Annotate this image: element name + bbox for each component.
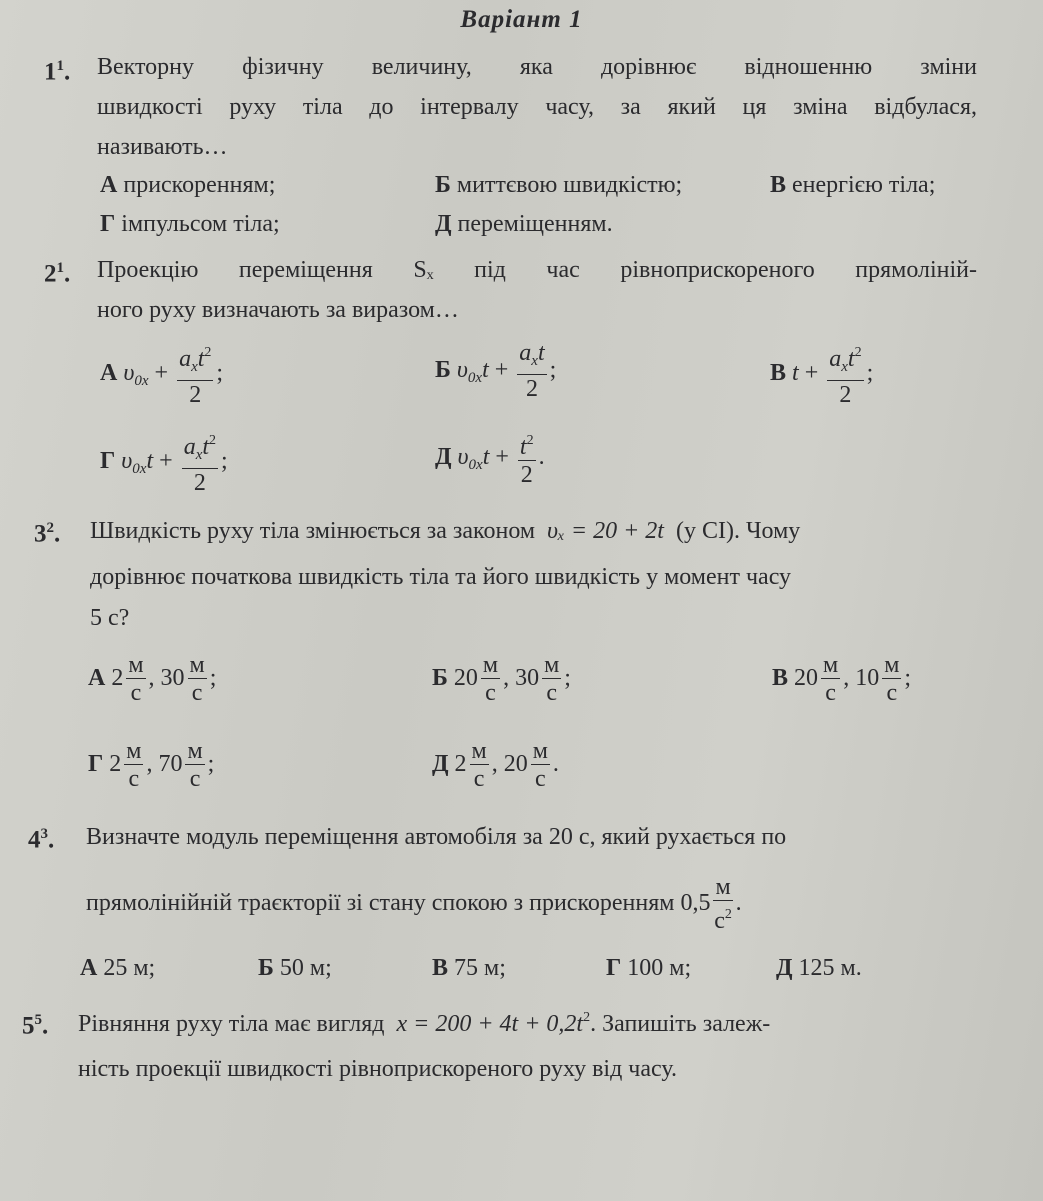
- question-5-line-2: ність проекції швидкості рівноприскореного руху від часу.: [78, 1056, 677, 1082]
- question-4-option-b[interactable]: Б 50 м;: [258, 955, 332, 981]
- question-4-option-c[interactable]: В 75 м;: [432, 955, 506, 981]
- question-1-line-1: Векторну фізичну величину, яка дорівнює відношенню зміни: [97, 54, 977, 80]
- fraction: $\frac{a_xt}{2}$: [519, 340, 545, 402]
- unit-fraction: $\frac{м}{с}$: [187, 738, 203, 792]
- question-3-option-c[interactable]: В 20 $\frac{м}{с}$ , 10 $\frac{м}{с}$ ;: [772, 652, 912, 706]
- unit-fraction: $\frac{м}{с}$: [532, 738, 548, 792]
- question-4-option-e[interactable]: Д 125 м.: [776, 955, 862, 981]
- question-3-option-e[interactable]: Д 2 $\frac{м}{с}$ , 20 $\frac{м}{с}$ .: [432, 738, 559, 792]
- unit-fraction: $\frac{м}{с}$: [189, 652, 205, 706]
- fraction: $\frac{t^2}{2}$: [518, 428, 536, 489]
- question-3-option-a[interactable]: А 2 $\frac{м}{с}$ , 30 $\frac{м}{с}$ ;: [88, 652, 217, 706]
- unit-fraction: $\frac{м}{с}$: [128, 652, 144, 706]
- question-4-option-a[interactable]: А 25 м;: [80, 955, 156, 981]
- question-2-line-1: Проекцію переміщення Sₓ під час рівноприскореного прямоліній-: [97, 257, 977, 283]
- fraction: $\frac{a_xt^2}{2}$: [182, 428, 218, 497]
- unit-fraction: $\frac{м}{с^2}$: [714, 874, 732, 934]
- question-2-option-d[interactable]: Г $\upsilon_{0x}t$ + $\frac{a_xt^2}{2}$ ;: [100, 428, 228, 497]
- unit-fraction: $\frac{м}{с}$: [884, 652, 900, 706]
- unit-fraction: $\frac{м}{с}$: [126, 738, 142, 792]
- question-3-option-b[interactable]: Б 20 $\frac{м}{с}$ , 30 $\frac{м}{с}$ ;: [432, 652, 571, 706]
- unit-fraction: $\frac{м}{с}$: [823, 652, 839, 706]
- question-4-option-d[interactable]: Г 100 м;: [606, 955, 692, 981]
- variant-title: Варіант 1: [460, 6, 583, 33]
- fraction: $\frac{a_xt^2}{2}$: [827, 340, 863, 409]
- question-1-line-2: швидкості руху тіла до інтервалу часу, за який ця зміна відбулася,: [97, 94, 977, 120]
- question-1-number: $1^1$.: [44, 58, 71, 86]
- unit-fraction: $\frac{м}{с}$: [471, 738, 487, 792]
- question-2-option-c[interactable]: В t + $\frac{a_xt^2}{2}$ ;: [770, 340, 873, 409]
- unit-fraction: $\frac{м}{с}$: [482, 652, 499, 706]
- question-2-option-b[interactable]: Б $\upsilon_{0x}t$ + $\frac{a_xt}{2}$ ;: [435, 340, 557, 402]
- question-3-number: $3^2$.: [34, 520, 61, 548]
- question-3-line-3: 5 с?: [90, 605, 130, 631]
- unit-fraction: $\frac{м}{с}$: [544, 652, 560, 706]
- question-1-option-c[interactable]: В енергією тіла;: [770, 172, 936, 198]
- question-3-line-2: дорівнює початкова швидкість тіла та його швидкість у момент часу: [90, 564, 792, 590]
- question-2-line-2: ного руху визначають за виразом…: [97, 297, 459, 323]
- question-4-line-1: Визначте модуль переміщення автомобіля за 20 с, який рухається по: [86, 824, 787, 850]
- question-2-number: $2^1$.: [44, 260, 71, 288]
- question-4-line-2: прямолінійній траєкторії зі стану спокою з прискоренням 0,5 $\frac{м}{с^2}$ .: [86, 874, 742, 934]
- question-5-line-1: Рівняння руху тіла має вигляд $x = 200 + 4t + 0,2t^2$. Запишіть залеж-: [78, 1010, 771, 1037]
- question-1-option-d[interactable]: Г імпульсом тіла;: [100, 211, 280, 237]
- question-3-line-1: Швидкість руху тіла змінюється за законом υₓ = 20 + 2t (у СІ). Чому: [90, 518, 801, 544]
- question-2-option-e[interactable]: Д $\upsilon_{0x}t$ + $\frac{t^2}{2}$ .: [435, 428, 545, 489]
- question-1-option-a[interactable]: А прискоренням;: [100, 172, 276, 198]
- question-1-line-3: називають…: [97, 134, 228, 160]
- question-3-option-d[interactable]: Г 2 $\frac{м}{с}$ , 70 $\frac{м}{с}$ ;: [88, 738, 215, 792]
- fraction: $\frac{a_xt^2}{2}$: [177, 340, 213, 409]
- question-1-option-b[interactable]: Б миттєвою швидкістю;: [435, 172, 683, 198]
- question-5-number: $5^5$.: [22, 1012, 49, 1040]
- question-4-number: $4^3$.: [28, 826, 55, 854]
- question-1-option-e[interactable]: Д переміщенням.: [435, 211, 613, 237]
- question-2-option-a[interactable]: А $\upsilon_{0x}$ + $\frac{a_xt^2}{2}$ ;: [100, 340, 223, 409]
